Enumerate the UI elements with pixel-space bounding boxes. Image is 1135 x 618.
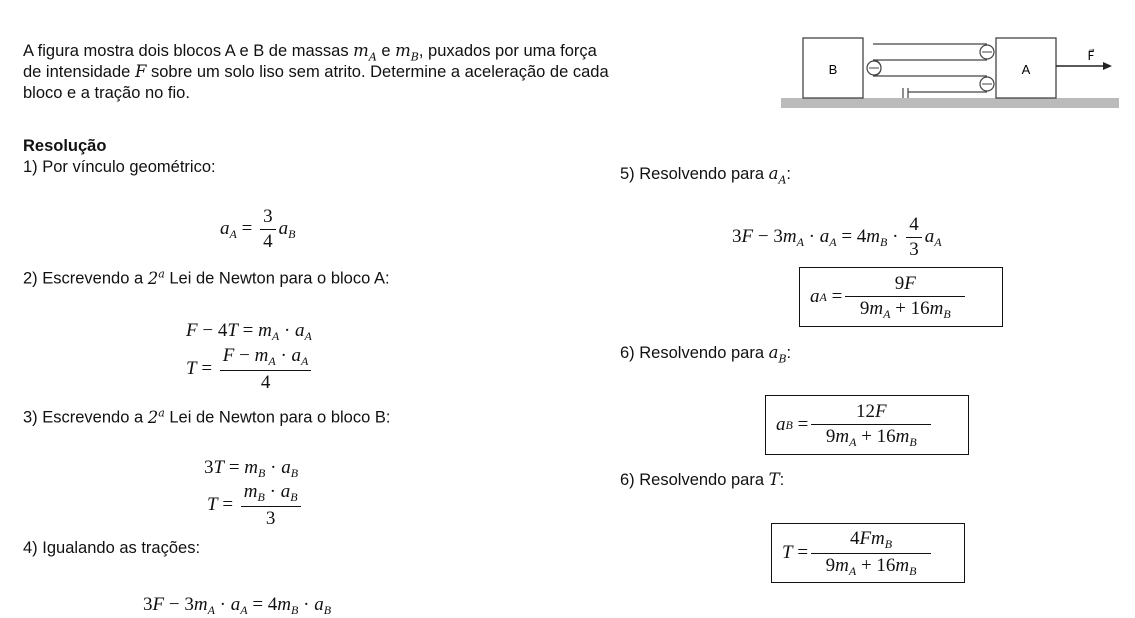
result-aB-box: a B = $\frac{12F}{9m_A + 16m_B}$: [765, 395, 969, 455]
problem-text: sobre um solo liso sem atrito. Determine a aceleração de cada: [146, 63, 609, 81]
step-6a: 6) Resolvendo para $a_B$:: [620, 343, 792, 366]
step-1: 1) Por vínculo geométrico:: [23, 158, 216, 176]
step-2-text: 2) Escrevendo a: [23, 269, 148, 288]
step-3-text: 3) Escrevendo a: [23, 408, 148, 427]
step-5-text: 5) Resolvendo para: [620, 165, 769, 183]
rope: [873, 44, 987, 98]
step-2-text: Lei de Newton para o bloco A:: [164, 269, 390, 288]
math-mB: $m_B$: [395, 41, 419, 64]
equation-5: $3F - 3m_A \cdot a_A = 4m_B$ · $\frac{4}{3}$ $a_A$: [732, 214, 942, 260]
problem-line-2: [23, 62, 609, 82]
resolution-title: Resolução: [23, 137, 107, 155]
equation-1: $a_A$ = $\frac{3}{4}$ $a_B$: [220, 206, 296, 252]
equation-2a: $F - 4T = m_A \cdot a_A$: [186, 320, 312, 343]
math-mA: $m_A$: [353, 41, 377, 64]
problem-text: , puxados por uma força: [418, 42, 597, 60]
math-F: F: [134, 62, 147, 81]
result-T-box: T = $\frac{4Fm_B}{9m_A + 16m_B}$: [771, 523, 965, 583]
problem-text: e: [376, 42, 396, 60]
equation-3b: T = $\frac{m_B \cdot a_B}{3}$: [207, 481, 304, 530]
equation-4: $3F - 3m_A \cdot a_A = 4m_B \cdot a_B$: [143, 594, 332, 617]
step-2: 2) Escrevendo a 2$^a$ Lei de Newton para o bloco A:: [23, 267, 390, 288]
step-3: 3) Escrevendo a 2$^a$ Lei de Newton para o bloco B:: [23, 406, 391, 427]
blocks-figure: [778, 30, 1123, 112]
step-5: 5) Resolvendo para $a_A$:: [620, 164, 791, 187]
block-b-label: B: [828, 62, 838, 77]
force-label: F⃗: [1087, 49, 1095, 63]
step-6a-text: 6) Resolvendo para: [620, 344, 769, 362]
force-arrow-head: [1103, 62, 1112, 70]
problem-line-3: bloco e a tração no fio.: [23, 84, 190, 102]
block-a-label: A: [1021, 62, 1031, 77]
result-aA-box: a A = $\frac{9F}{9m_A + 16m_B}$: [799, 267, 1003, 327]
equation-2b: T = $\frac{F - m_A \cdot a_A}{4}$: [186, 345, 314, 394]
step-4: 4) Igualando as trações:: [23, 539, 201, 557]
ground: [781, 98, 1119, 108]
step-6b-text: 6) Resolvendo para: [620, 471, 769, 489]
problem-text: de intensidade: [23, 63, 135, 81]
step-3-text: Lei de Newton para o bloco B:: [164, 408, 391, 427]
problem-text: A figura mostra dois blocos A e B de massas: [23, 42, 354, 60]
equation-3a: $3T = m_B \cdot a_B$: [204, 457, 299, 480]
step-6b: 6) Resolvendo para T:: [620, 470, 785, 489]
